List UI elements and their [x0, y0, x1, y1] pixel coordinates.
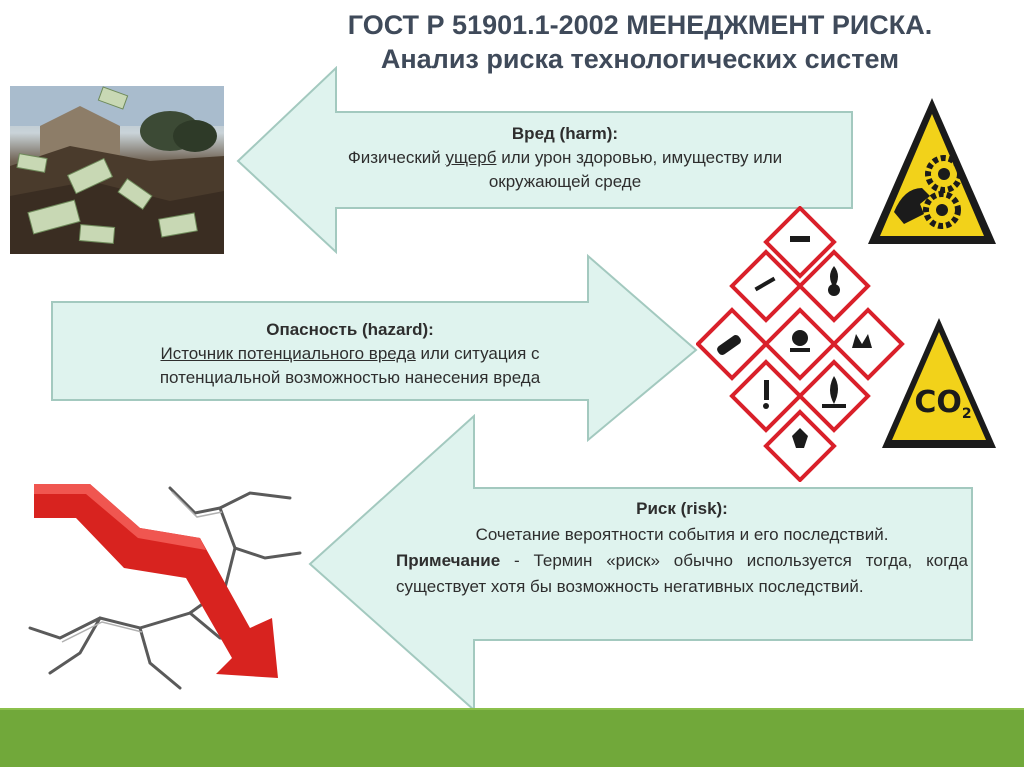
harm-heading: Вред (harm):	[511, 124, 619, 143]
risk-heading: Риск (risk):	[636, 499, 728, 518]
hazard-definition-line1	[70, 342, 630, 366]
harm-definition-line2: окружающей среде	[488, 172, 642, 191]
risk-note	[396, 548, 968, 600]
harm-text-before: Физический	[347, 148, 446, 167]
hazard-heading: Опасность (hazard):	[266, 320, 434, 339]
money-debris-photo	[10, 86, 224, 254]
risk-note-text: - Термин «риск» обычно используется тогда, когда существует хотя бы возможность негативных последствий.	[396, 551, 968, 596]
hazard-definition-line2: потенциальной возможностью нанесения вреда	[159, 368, 541, 387]
hazard-text	[70, 318, 630, 390]
title-line-1: ГОСТ Р 51901.1-2002 МЕНЕДЖМЕНТ РИСКА.	[347, 10, 933, 40]
ground-strip	[0, 710, 1024, 767]
hazard-text-underlined: Источник потенциального вреда	[160, 344, 416, 363]
cracked-wall-red-arrow	[20, 478, 320, 698]
co2-label	[908, 386, 978, 431]
co2-subscript: 2	[961, 406, 972, 422]
harm-text-underlined: ущерб	[445, 148, 497, 167]
risk-note-label: Примечание	[396, 551, 501, 570]
ghs-hazard-pictograms	[696, 206, 906, 482]
title-line-2: Анализ риска технологических систем	[380, 44, 900, 74]
hazard-text-after: или ситуация с	[415, 344, 540, 363]
risk-definition: Сочетание вероятности события и его последствий.	[475, 525, 889, 544]
co2-text: CO	[914, 385, 962, 420]
harm-text	[280, 122, 850, 194]
harm-definition-line1	[280, 146, 850, 170]
risk-text	[396, 496, 968, 600]
co2-warning-icon	[878, 314, 1000, 454]
harm-text-after: или урон здоровью, имуществу или	[496, 148, 783, 167]
